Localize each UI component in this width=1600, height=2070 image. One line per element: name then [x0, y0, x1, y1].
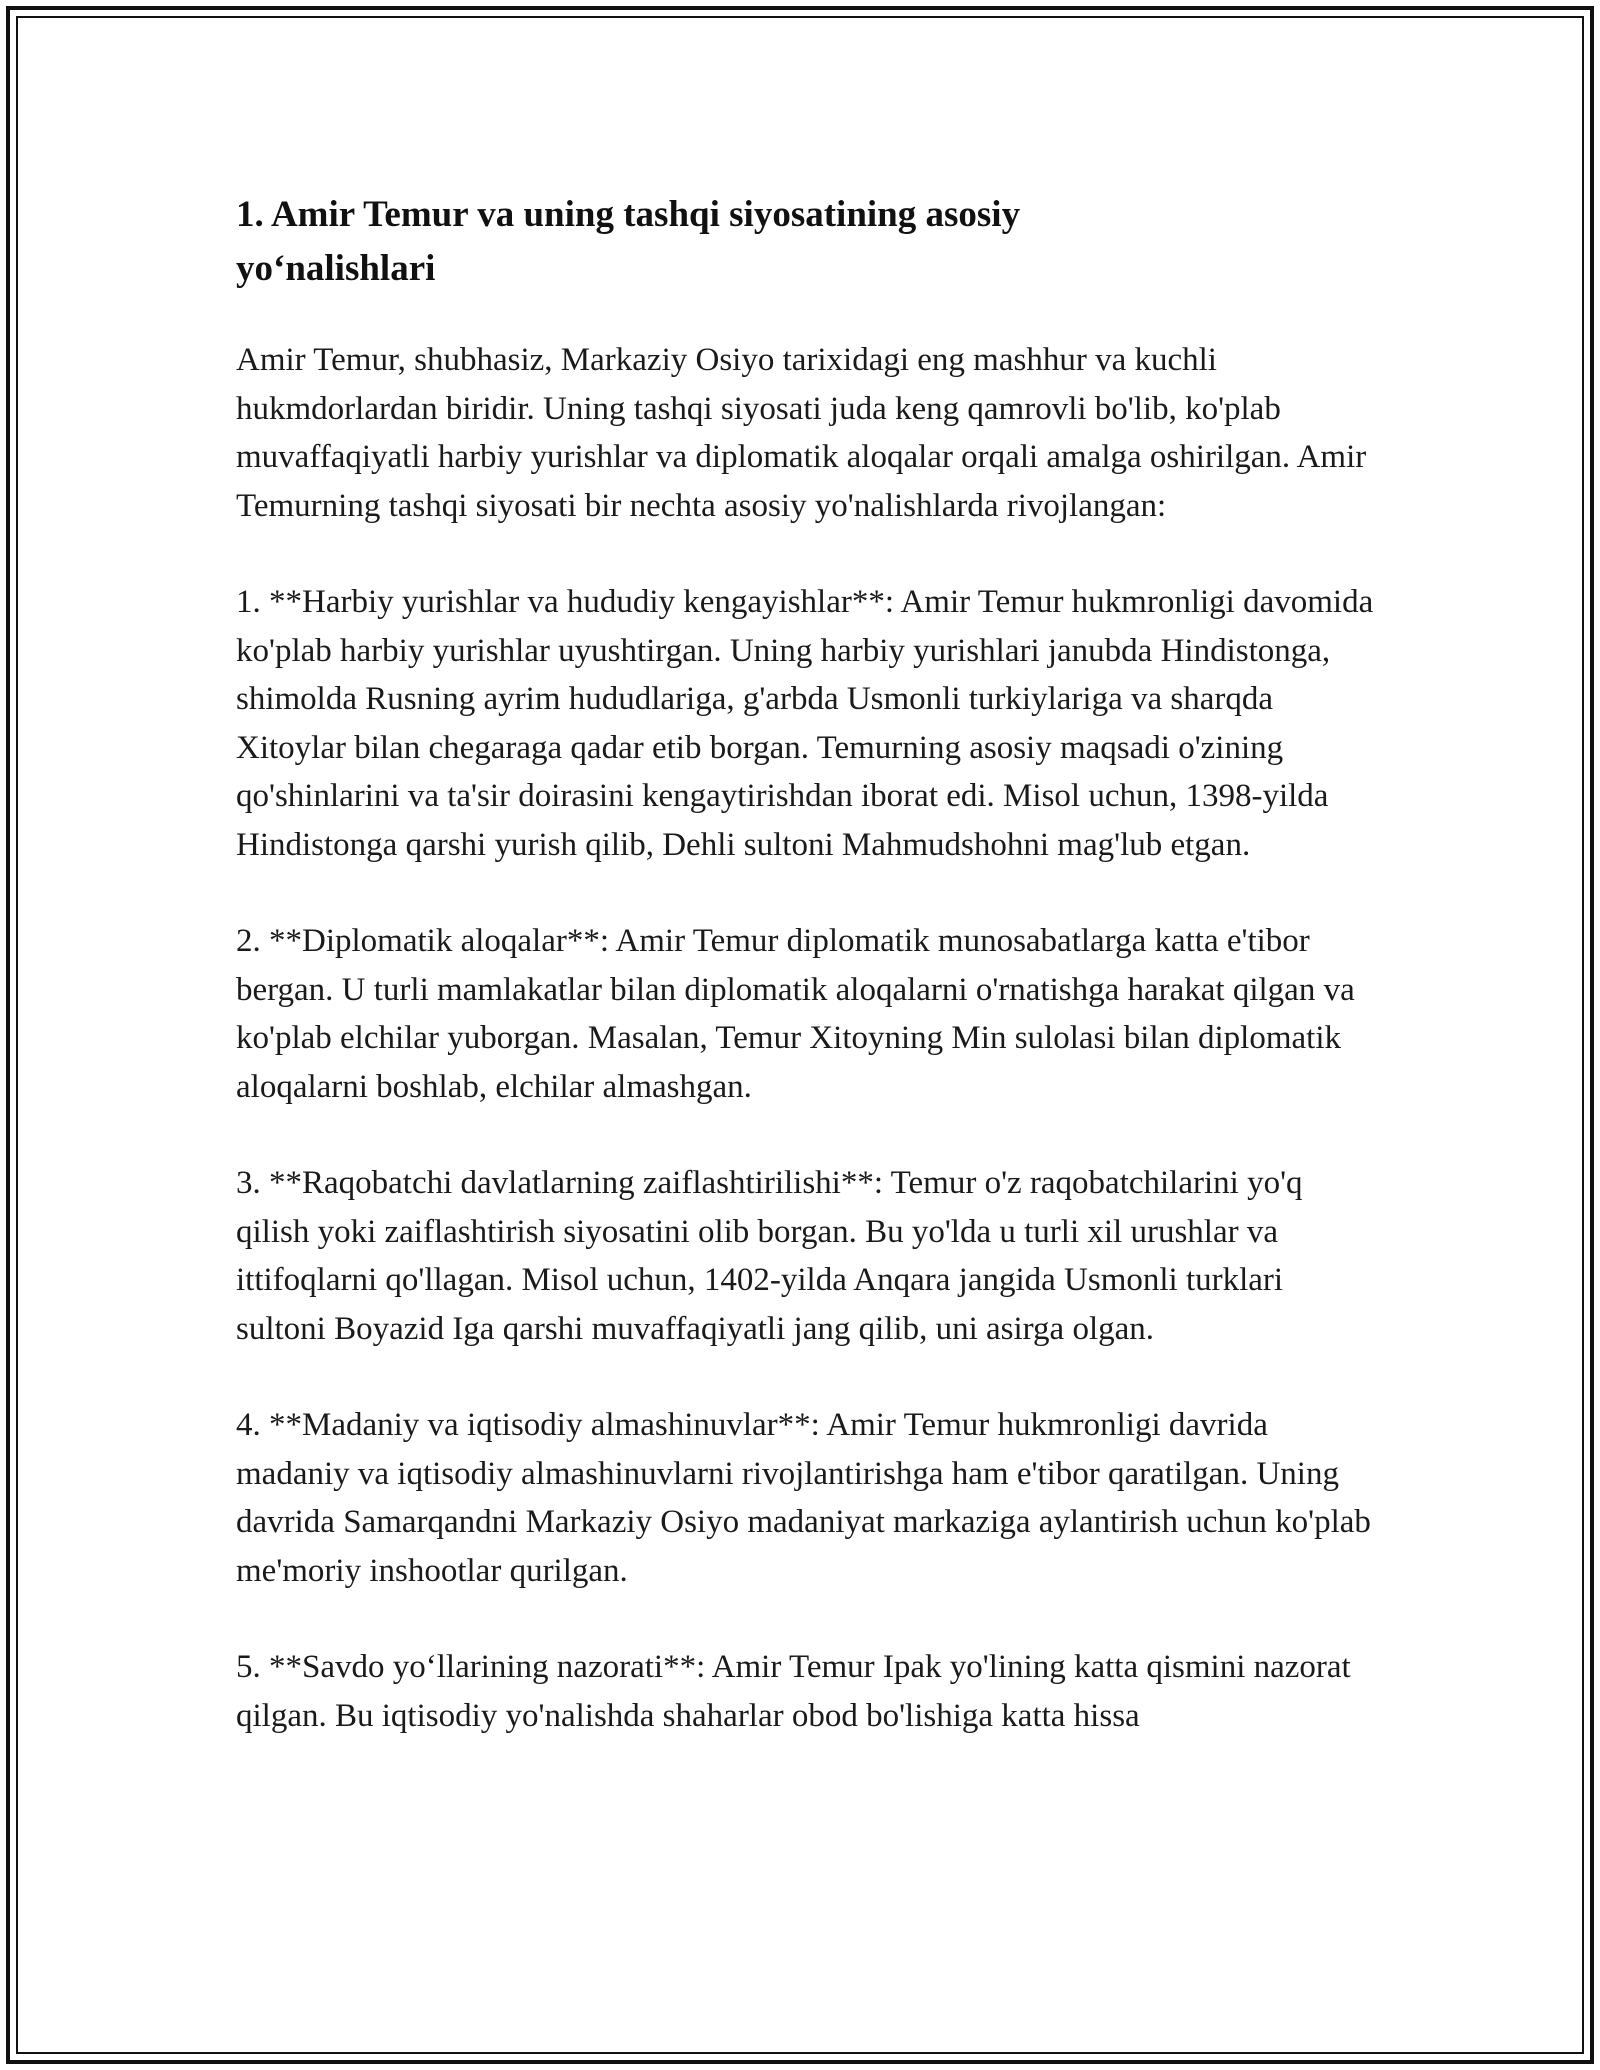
document-title: 1. Amir Temur va uning tashqi siyosatining asosiy yo‘nalishlari	[236, 194, 1021, 289]
paragraph-trade-routes: 5. **Savdo yo‘llarining nazorati**: Amir Temur Ipak yo'lining katta qismini nazorat qilgan. Bu iqtisodiy yo'nalishda shaharlar obod bo'lishiga katta hissa	[236, 1649, 1351, 1734]
paragraph-cultural-economic: 4. **Madaniy va iqtisodiy almashinuvlar**: Amir Temur hukmronligi davrida madaniy va iqtisodiy almashinuvlarni rivojlantirishga ham e'tibor qaratilgan. Uning davrida Samarqandni Markaziy Osiyo madaniyat markaziga aylantirish uchun ko'plab me'moriy inshootlar qurilgan.	[236, 1407, 1371, 1589]
document-body	[236, 188, 1376, 1740]
paragraph-rival-states: 3. **Raqobatchi davlatlarning zaiflashtirilishi**: Temur o'z raqobatchilarini yo'q qilish yoki zaiflashtirish siyosatini olib borgan. Bu yo'lda u turli xil urushlar va ittifoqlarni qo'llagan. Misol uchun, 1402-yilda Anqara jangida Usmonli turklari sultoni Boyazid Iga qarshi muvaffaqiyatli jang qilib, uni asirga olgan.	[236, 1165, 1303, 1347]
paragraph-intro: Amir Temur, shubhasiz, Markaziy Osiyo tarixidagi eng mashhur va kuchli hukmdorlardan biridir. Uning tashqi siyosati juda keng qamrovli bo'lib, ko'plab muvaffaqiyatli harbiy yurishlar va diplomatik aloqalar orqali amalga oshirilgan. Amir Temurning tashqi siyosati bir nechta asosiy yo'nalishlarda rivojlangan:	[236, 342, 1367, 524]
paragraph-diplomatic-relations: 2. **Diplomatik aloqalar**: Amir Temur diplomatik munosabatlarga katta e'tibor bergan. U turli mamlakatlar bilan diplomatik aloqalarni o'rnatishga harakat qilgan va ko'plab elchilar yuborgan. Masalan, Temur Xitoyning Min sulolasi bilan diplomatik aloqalarni boshlab, elchilar almashgan.	[236, 923, 1355, 1105]
paragraph-military-campaigns: 1. **Harbiy yurishlar va hududiy kengayishlar**: Amir Temur hukmronligi davomida ko'plab harbiy yurishlar uyushtirgan. Uning harbiy yurishlari janubda Hindistonga, shimolda Rusning ayrim hududlariga, g'arbda Usmonli turkiylariga va sharqda Xitoylar bilan chegaraga qadar etib borgan. Temurning asosiy maqsadi o'zining qo'shinlarini va ta'sir doirasini kengaytirishdan iborat edi. Misol uchun, 1398-yilda Hindistonga qarshi yurish qilib, Dehli sultoni Mahmudshohni mag'lub etgan.	[236, 584, 1374, 863]
